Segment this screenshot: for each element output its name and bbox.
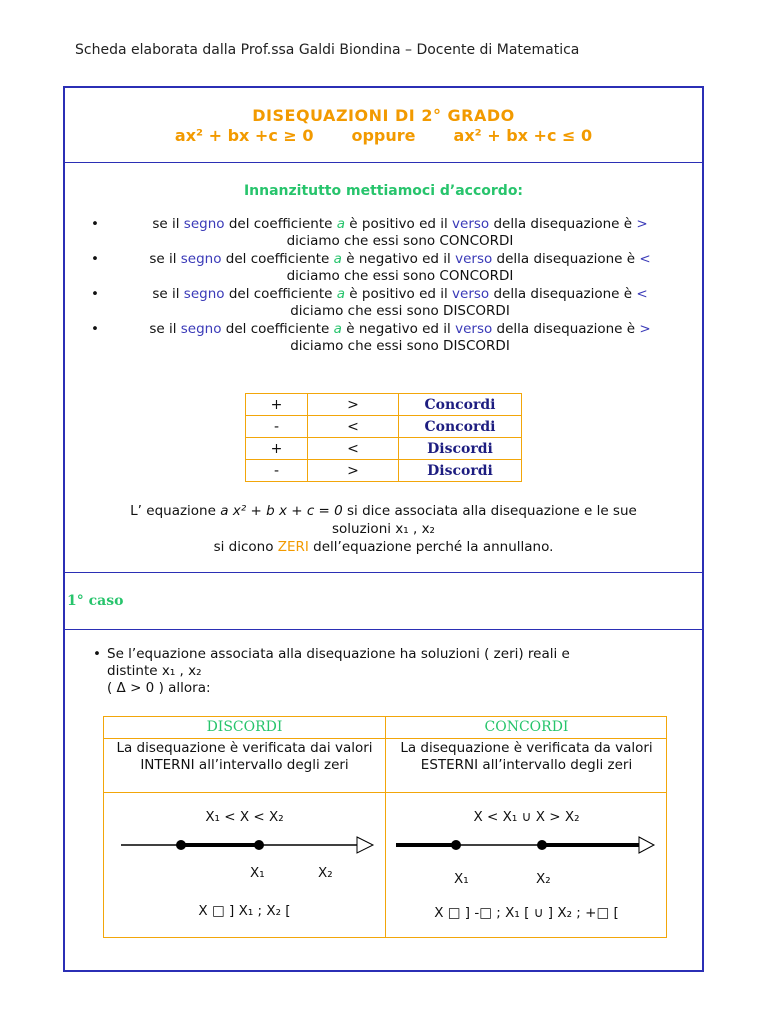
rule-item: • se il segno del coefficiente a è positivo ed il verso della disequazione è > diciamo che essi sono CONCORDI (91, 216, 695, 250)
arrow-head (639, 837, 654, 853)
concordi-condition: X < X₁ ∪ X > X₂ (473, 809, 580, 825)
associated-equation-text: L’ equazione a x² + b x + c = 0 si dice associata alla disequazione e le sue soluzioni x₁ , x₂ si dicono ZERI dell’equazione perché la annullano. (130, 503, 637, 555)
divider (65, 572, 702, 573)
intro-heading: Innanzitutto mettiamoci d’accordo: (243, 183, 524, 199)
concordi-heading: CONCORDI (386, 717, 667, 739)
discordi-solution: X □ ] X₁ ; X₂ [ (198, 903, 291, 919)
zero-point-x1 (176, 840, 186, 850)
rule-item: • se il segno del coefficiente a è positivo ed il verso della disequazione è < diciamo che essi sono DISCORDI (91, 286, 695, 320)
x2-label: X₂ (318, 865, 333, 881)
discordi-number-line (104, 835, 386, 855)
rule-item: • se il segno del coefficiente a è negativo ed il verso della disequazione è > diciamo che essi sono DISCORDI (91, 321, 695, 355)
case-heading: 1° caso (67, 593, 124, 609)
page-title: DISEQUAZIONI DI 2° GRADO (252, 106, 515, 125)
rule-item: • se il segno del coefficiente a è negativo ed il verso della disequazione è < diciamo che essi sono CONCORDI (91, 251, 695, 285)
page-header: Scheda elaborata dalla Prof.ssa Galdi Biondina – Docente di Matematica (75, 42, 580, 58)
concordi-number-line (386, 835, 668, 855)
table-row: - < Concordi (246, 416, 522, 438)
table-row: + > Concordi (246, 394, 522, 416)
formula-geq: ax² + bx +c ≥ 0 (174, 126, 314, 145)
zero-point-x2 (254, 840, 264, 850)
discordi-heading: DISCORDI (104, 717, 385, 739)
discordi-condition: X₁ < X < X₂ (205, 809, 284, 825)
concordi-description: La disequazione è verificata da valori ESTERNI all’intervallo degli zeri (386, 739, 667, 793)
concordi-column (385, 717, 667, 937)
case-description: • Se l’equazione associata alla disequazione ha soluzioni ( zeri) reali e distinte x₁ , x₂ ( Δ > 0 ) allora: (93, 646, 570, 696)
sign-table (245, 393, 522, 482)
formula-oppure: oppure (351, 126, 416, 145)
x1-label: X₁ (454, 871, 469, 887)
rules-list (91, 216, 695, 356)
worksheet-frame (63, 86, 704, 972)
divider (65, 162, 702, 163)
discordi-description: La disequazione è verificata dai valori INTERNI all’intervallo degli zeri (104, 739, 385, 793)
zero-point-x2 (537, 840, 547, 850)
concordi-solution: X □ ] -□ ; X₁ [ ∪ ] X₂ ; +□ [ (434, 905, 619, 921)
table-row: - > Discordi (246, 460, 522, 482)
x1-label: X₁ (250, 865, 265, 881)
arrow-head (357, 837, 373, 853)
inequality-formulas (65, 126, 702, 145)
discordi-column (104, 717, 385, 937)
x2-label: X₂ (536, 871, 551, 887)
table-row: + < Discordi (246, 438, 522, 460)
comparison-table (103, 716, 667, 938)
divider (65, 629, 702, 630)
formula-leq: ax² + bx +c ≤ 0 (453, 126, 593, 145)
zero-point-x1 (451, 840, 461, 850)
